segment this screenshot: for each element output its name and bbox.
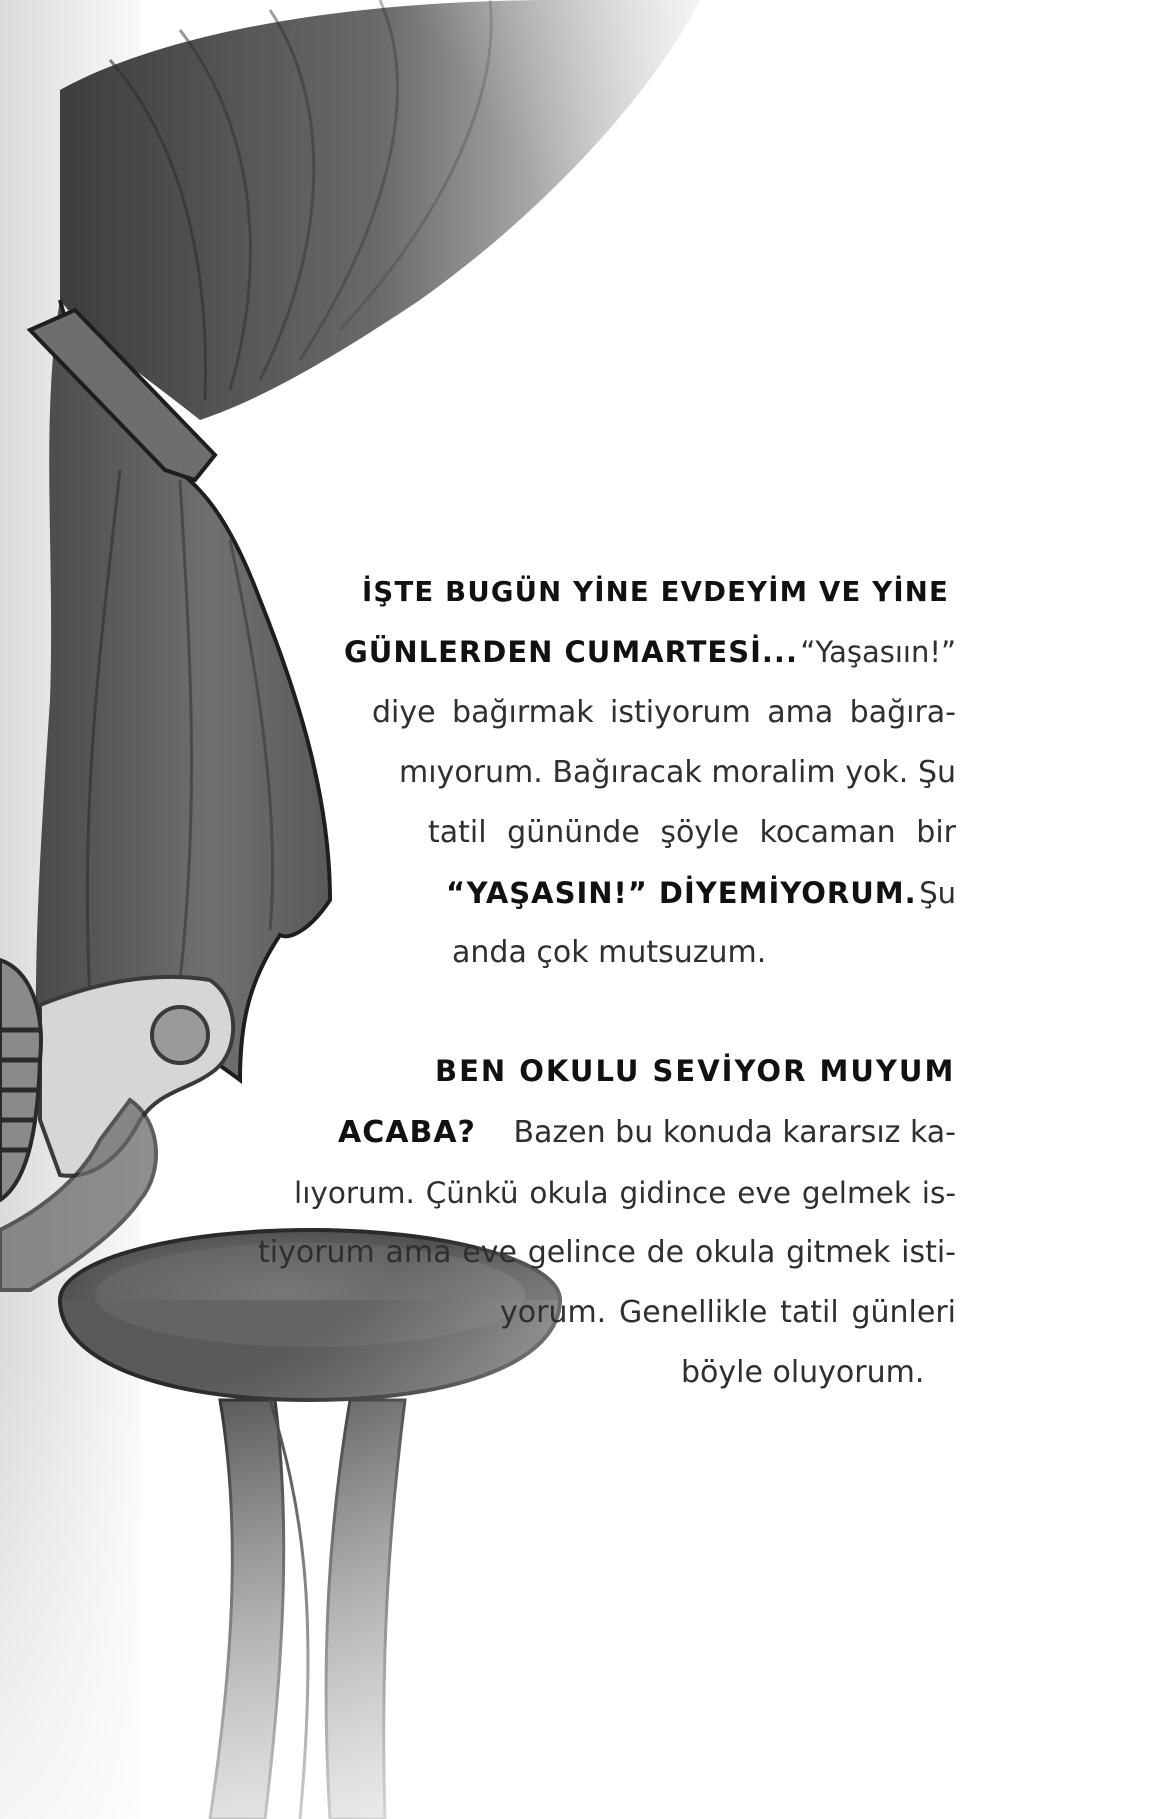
p1-line-1 (362, 572, 956, 612)
p1-line-3: diye bağırmak istiyorum ama bağıra- (372, 695, 956, 730)
p1-line-2 (344, 632, 956, 672)
p2-line-1 (435, 1051, 956, 1091)
p2-line-3: lıyorum. Çünkü okula gidince eve gelmek is- (294, 1176, 956, 1210)
p2-line-6: böyle oluyorum. (681, 1355, 925, 1390)
p1-line-4: mıyorum. Bağıracak moralim yok. Şu (399, 755, 956, 790)
p1-emphasis: “YAŞASIN!” DİYEMİYORUM. (446, 876, 917, 910)
p2-heading-part-2: ACABA? (338, 1115, 476, 1150)
p1-heading-part-2: GÜNLERDEN CUMARTESİ... (344, 635, 798, 669)
p1-line-2-rest: “Yaşasıın!” (800, 635, 956, 669)
p2-line-2-rest: Bazen bu konuda kararsız ka- (513, 1115, 956, 1150)
p2-heading-part-1: BEN OKULU SEVİYOR MUYUM (435, 1054, 956, 1088)
p1-heading-part-1: İŞTE BUGÜN YİNE EVDEYİM VE YİNE (362, 576, 950, 608)
p2-line-4: tiyorum ama eve gelince de okula gitmek isti- (258, 1235, 956, 1270)
p1-line-6-rest: Şu (919, 876, 956, 910)
p1-line-6 (446, 873, 956, 913)
p2-line-2 (338, 1113, 956, 1153)
p2-line-5: yorum. Genellikle tatil günleri (500, 1295, 956, 1330)
p1-line-7: anda çok mutsuzum. (452, 935, 767, 970)
p1-line-5: tatil gününde şöyle kocaman bir (428, 815, 956, 850)
